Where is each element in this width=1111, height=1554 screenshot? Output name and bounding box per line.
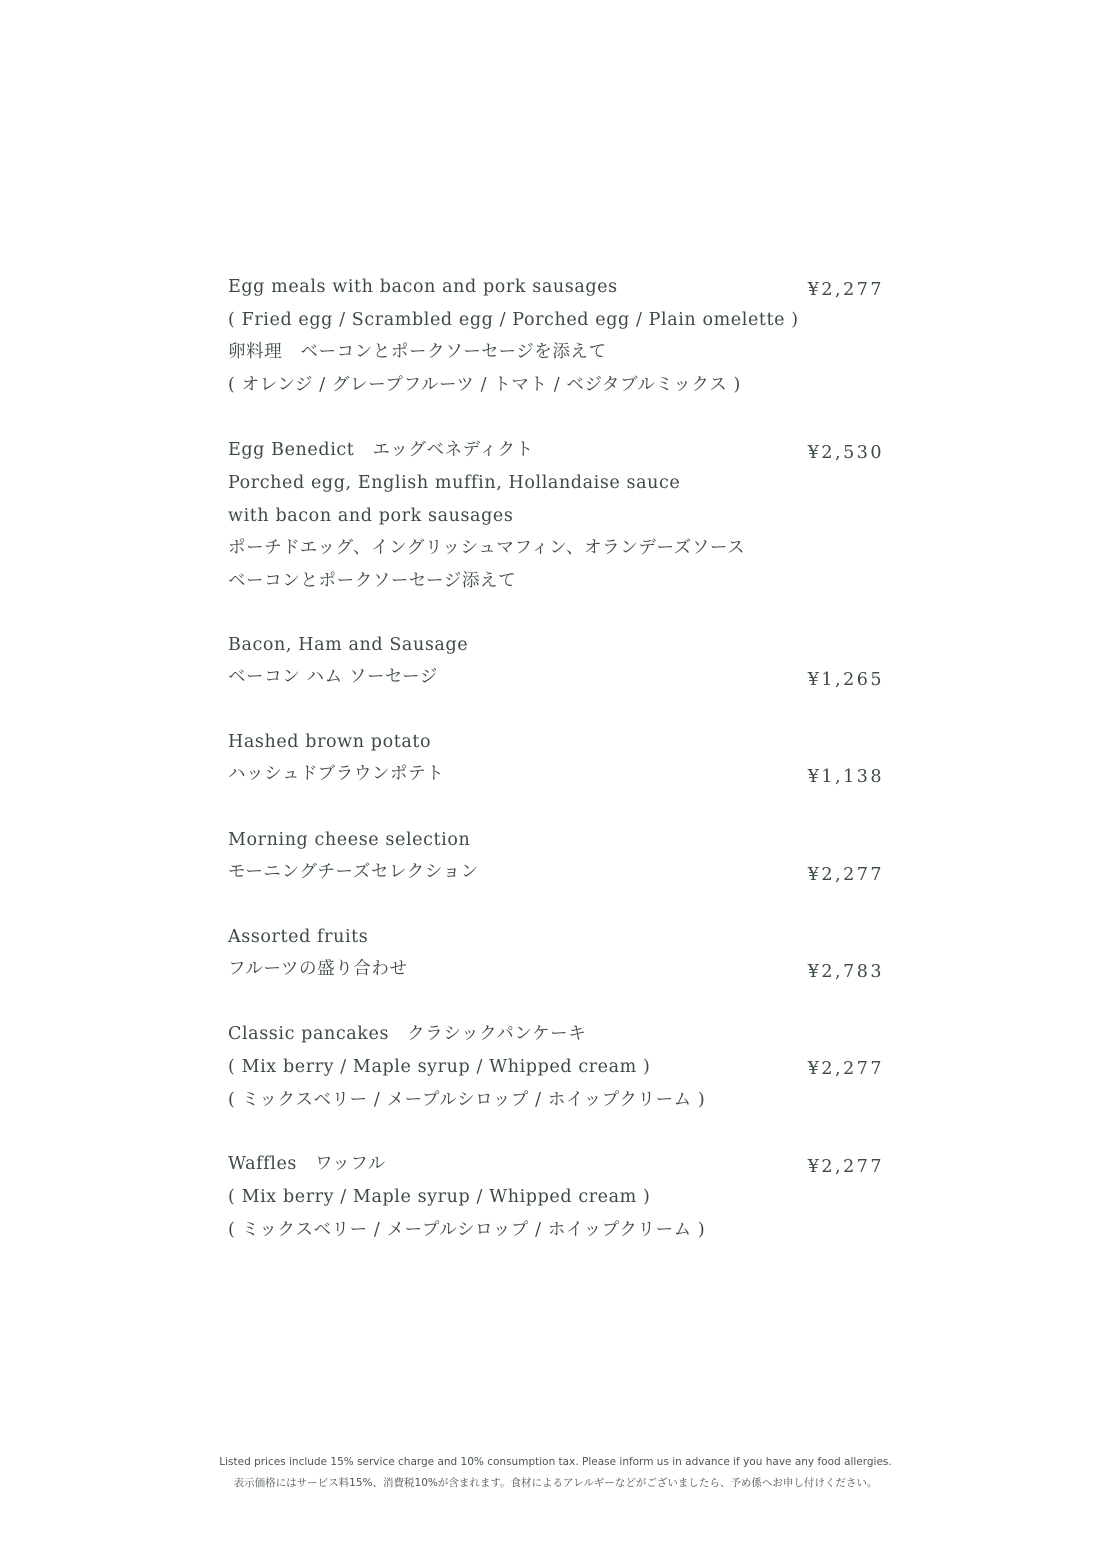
item-price: ¥2,530 [807,443,884,463]
item-price: ¥2,277 [807,1157,884,1177]
footer-note-ja: 表示価格にはサービス料15%、消費税10%が含まれます。食材によるアレルギーなどがございましたら、予め係へお申し付けください。 [233,1477,878,1489]
item-options-ja: ( オレンジ / グレープフルーツ / トマト / ベジタブルミックス ) [228,375,741,395]
item-options-ja: ( ミックスベリー / メープルシロップ / ホイップクリーム ) [228,1220,706,1240]
item-description-en: with bacon and pork sausages [228,506,514,526]
item-price: ¥2,277 [807,1059,884,1079]
item-name: Egg meals with bacon and pork sausages [228,277,618,297]
item-name: Hashed brown potato [228,732,432,752]
item-price: ¥1,265 [807,670,884,690]
item-name-ja: フルーツの盛り合わせ [228,959,408,979]
item-price: ¥2,783 [807,962,884,982]
footer-note-en: Listed prices include 15% service charge and 10% consumption tax. Please inform us in advance if you have any food allergies. [219,1456,892,1468]
item-name: Morning cheese selection [228,830,471,850]
item-name: Waffles ワッフル [228,1154,386,1174]
item-price: ¥2,277 [807,865,884,885]
item-options-en: ( Mix berry / Maple syrup / Whipped cream ) [228,1187,651,1207]
item-name-ja: ベーコン ハム ソーセージ [228,667,439,687]
item-price: ¥2,277 [807,280,884,300]
item-name-ja: モーニングチーズセレクション [228,862,479,882]
item-name-ja: 卵料理 ベーコンとポークソーセージを添えて [228,342,607,362]
item-options-en: ( Mix berry / Maple syrup / Whipped cream ) [228,1057,651,1077]
item-name: Assorted fruits [228,927,369,947]
item-name-ja: ハッシュドブラウンポテト [228,764,445,784]
item-name: Classic pancakes クラシックパンケーキ [228,1024,587,1044]
item-options-ja: ( ミックスベリー / メープルシロップ / ホイップクリーム ) [228,1090,706,1110]
menu-list [228,0,884,1300]
item-name: Bacon, Ham and Sausage [228,635,469,655]
item-description-ja: ポーチドエッグ、イングリッシュマフィン、オランデーズソース [228,538,746,558]
item-name: Egg Benedict エッグベネディクト [228,440,534,460]
item-options-en: ( Fried egg / Scrambled egg / Porched egg / Plain omelette ) [228,310,799,330]
item-description-en: Porched egg, English muffin, Hollandaise sauce [228,473,681,493]
item-price: ¥1,138 [807,767,884,787]
item-description-ja: ベーコンとポークソーセージ添えて [228,571,517,591]
